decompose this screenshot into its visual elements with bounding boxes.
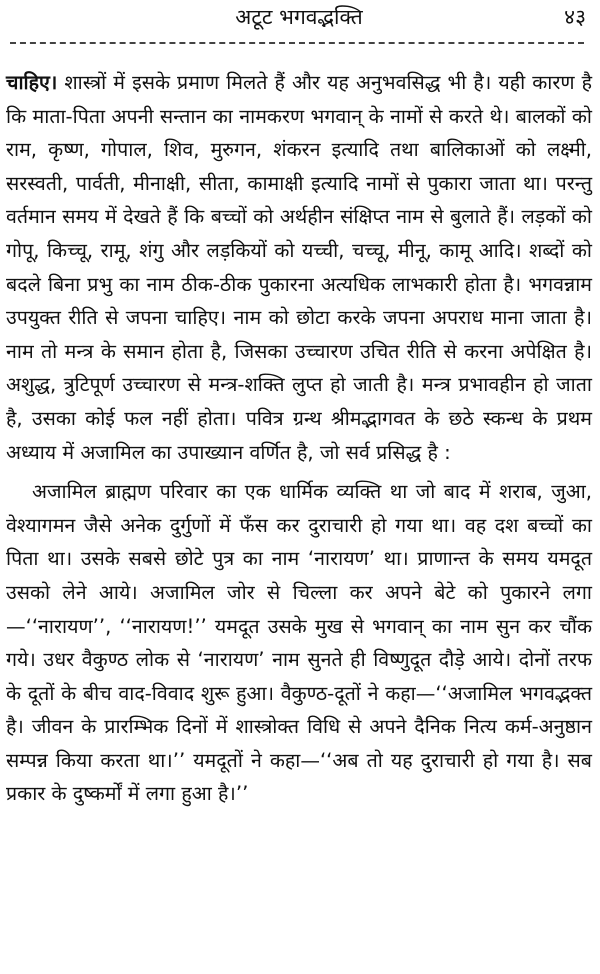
running-title: अटूट भगवद्भक्ति [235, 5, 363, 29]
header-divider [10, 42, 584, 44]
body-text [6, 66, 592, 811]
paragraph-1-lead-word: चाहिए। [6, 71, 58, 94]
running-header [6, 0, 592, 46]
paragraph-2: अजामिल ब्राह्मण परिवार का एक धार्मिक व्यक्ति था जो बाद में शराब, जुआ, वेश्यागमन जैसे अनेक दुर्गुणों में फँस कर दुराचारी हो गया था। वह दश बच्चों का पिता था। उसके सबसे छोटे पुत्र का नाम ‘नारायण’ था। प्राणान्त के समय यमदूत उसको लेने आये। अजामिल जोर से चिल्ला कर अपने बेटे को पुकारने लगा—‘‘नारायण’’, ‘‘नारायण!’’ यमदूत उसके मुख से भगवान् का नाम सुन कर चौंक गये। उधर वैकुण्ठ लोक से ‘नारायण’ नाम सुनते ही विष्णुदूत दौड़े आये। दोनों तरफ के दूतों के बीच वाद-विवाद शुरू हुआ। वैकुण्ठ-दूतों ने कहा—‘‘अजामिल भगवद्भक्त है। जीवन के प्रारम्भिक दिनों में शास्त्रोक्त विधि से अपने दैनिक नित्य कर्म-अनुष्ठान सम्पन्न किया करता था।’’ यमदूतों ने कहा—‘‘अब तो यह दुराचारी हो गया है। सब प्रकार के दुष्कर्मों में लगा हुआ है।’’ [6, 480, 592, 806]
paragraph-1-text: शास्त्रों में इसके प्रमाण मिलते हैं और यह अनुभवसिद्ध भी है। यही कारण है कि माता-पिता अपनी सन्तान का नामकरण भगवान् के नामों से करते थे। बालकों को राम, कृष्ण, गोपाल, शिव, मुरुगन, शंकरन इत्यादि तथा बालिकाओं को लक्ष्मी, सरस्वती, पार्वती, मीनाक्षी, सीता, कामाक्षी इत्यादि नामों से पुकारा जाता था। परन्तु वर्तमान समय में देखते हैं कि बच्चों को अर्थहीन संक्षिप्त नाम से बुलाते हैं। लड़कों को गोपू, किच्चू, रामू, शंगु और लड़कियों को यच्ची, चच्चू, मीनू, कामू आदि। शब्दों को बदले बिना प्रभु का नाम ठीक-ठीक पुकारना अत्यधिक लाभकारी होता है। भगवन्नाम उपयुक्त रीति से जपना चाहिए। नाम को छोटा करके जपना अपराध माना जाता है। नाम तो मन्त्र के समान होता है, जिसका उच्चारण उचित रीति से करना अपेक्षित है। अशुद्ध, त्रुटिपूर्ण उच्चारण से मन्त्र-शक्ति लुप्त हो जाती है। मन्त्र प्रभावहीन हो जाता है, उसका कोई फल नहीं होता। पवित्र ग्रन्थ श्रीमद्भागवत के छठे स्कन्ध के प्रथम अध्याय में अजामिल का उपाख्यान वर्णित है, जो सर्व प्रसिद्ध है : [6, 71, 592, 464]
paragraph-1 [6, 66, 592, 469]
page-number: ४३ [564, 5, 586, 29]
